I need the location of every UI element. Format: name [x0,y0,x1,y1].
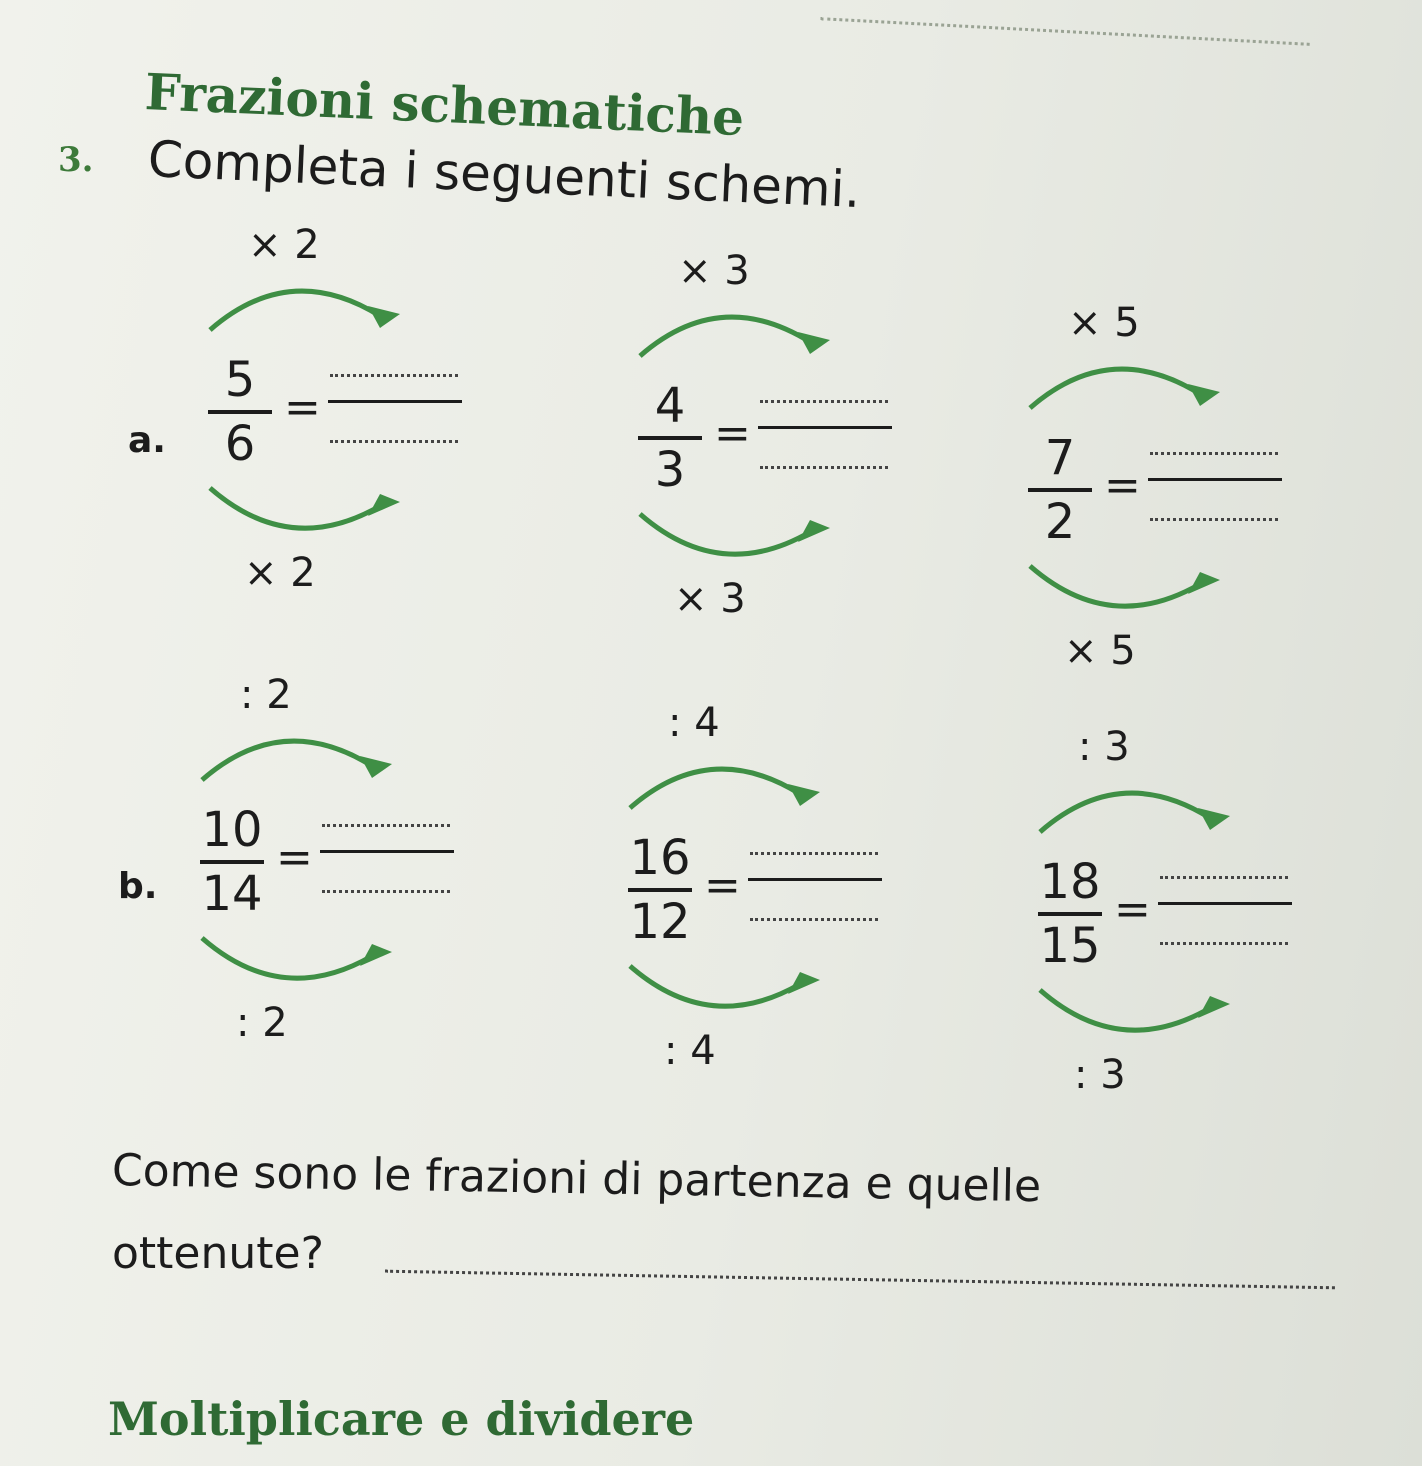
answer-numerator-blank[interactable] [1160,876,1288,879]
arrow-bottom-icon [192,928,432,1008]
arrow-top-icon [200,268,440,348]
fraction-numerator: 10 [201,802,263,858]
fraction-bar [1038,912,1102,916]
scheme-a-3 [1020,300,1350,680]
fraction-numerator: 16 [629,830,691,886]
fraction-numerator: 4 [654,378,686,434]
equals-sign: = [1104,460,1141,511]
operator-bottom: : 4 [664,1028,716,1074]
start-fraction [200,352,280,472]
fraction-bar [638,436,702,440]
scheme-a-1 [200,222,530,602]
start-fraction [1020,430,1100,550]
answer-fraction-bar [320,850,454,853]
row-label-b: b. [118,866,158,907]
fraction-denominator: 14 [201,866,263,922]
fraction-denominator: 2 [1044,494,1076,550]
fraction-bar [200,860,264,864]
operator-top: : 3 [1078,724,1130,770]
answer-numerator-blank[interactable] [760,400,888,403]
fraction-denominator: 3 [654,442,686,498]
arrow-bottom-icon [1030,980,1270,1060]
question-line-2: ottenute? [112,1228,324,1279]
answer-numerator-blank[interactable] [1150,452,1278,455]
arrow-bottom-icon [200,478,440,558]
fraction-bar [1028,488,1092,492]
fraction-bar [208,410,272,414]
next-section-title: Moltiplicare e dividere [108,1392,695,1446]
operator-bottom: × 2 [244,550,316,596]
operator-bottom: : 2 [236,1000,288,1046]
operator-top: × 5 [1068,300,1140,346]
fraction-numerator: 5 [224,352,256,408]
exercise-number: 3. [58,140,94,180]
answer-denominator-blank[interactable] [1160,942,1288,945]
arrow-top-icon [1020,346,1260,426]
equals-sign: = [276,832,313,883]
answer-fraction-bar [328,400,462,403]
exercise-instruction: Completa i seguenti schemi. [146,130,862,220]
arrow-top-icon [630,294,870,374]
start-fraction [620,830,700,950]
arrow-bottom-icon [1020,556,1260,636]
operator-top: × 2 [248,222,320,268]
start-fraction [630,378,710,498]
fraction-bar [628,888,692,892]
operator-top: × 3 [678,248,750,294]
arrow-top-icon [192,718,432,798]
row-label-a: a. [128,420,166,461]
answer-fraction-bar [748,878,882,881]
fraction-numerator: 7 [1044,430,1076,486]
operator-top: : 2 [240,672,292,718]
operator-bottom: × 5 [1064,628,1136,674]
scheme-b-3 [1030,724,1360,1104]
answer-denominator-blank[interactable] [322,890,450,893]
question-line-1: Come sono le frazioni di partenza e quelle [111,1145,1042,1213]
page-title: Frazioni schematiche [143,62,746,148]
equals-sign: = [704,860,741,911]
arrow-bottom-icon [620,956,860,1036]
answer-numerator-blank[interactable] [330,374,458,377]
equals-sign: = [284,382,321,433]
answer-numerator-blank[interactable] [750,852,878,855]
answer-denominator-blank[interactable] [330,440,458,443]
fraction-denominator: 12 [629,894,691,950]
answer-fraction-bar [1158,902,1292,905]
equals-sign: = [714,408,751,459]
fraction-numerator: 18 [1039,854,1101,910]
scheme-b-1 [192,672,522,1052]
operator-bottom: × 3 [674,576,746,622]
answer-numerator-blank[interactable] [322,824,450,827]
operator-top: : 4 [668,700,720,746]
start-fraction [192,802,272,922]
answer-denominator-blank[interactable] [1150,518,1278,521]
equals-sign: = [1114,884,1151,935]
arrow-bottom-icon [630,504,870,584]
scheme-a-2 [630,248,960,628]
answer-denominator-blank[interactable] [760,466,888,469]
scheme-b-2 [620,700,950,1080]
start-fraction [1030,854,1110,974]
operator-bottom: : 3 [1074,1052,1126,1098]
arrow-top-icon [620,746,860,826]
fraction-denominator: 6 [224,416,256,472]
arrow-top-icon [1030,770,1270,850]
fraction-denominator: 15 [1039,918,1101,974]
answer-denominator-blank[interactable] [750,918,878,921]
answer-fraction-bar [758,426,892,429]
answer-fraction-bar [1148,478,1282,481]
